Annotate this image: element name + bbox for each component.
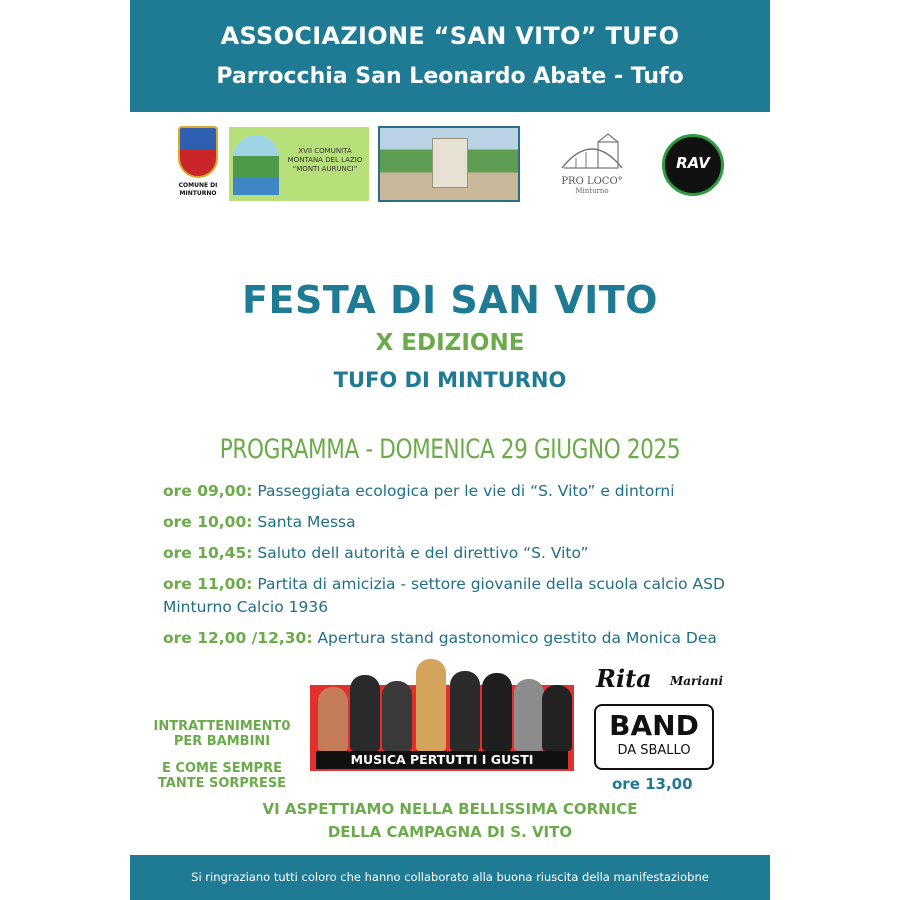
comunita-line1: XVII COMUNITÀ	[298, 147, 352, 155]
musician-figure	[318, 687, 348, 751]
schedule-time: ore 12,00 /12,30:	[163, 629, 313, 647]
footer-banner	[130, 855, 770, 900]
comune-minturno-logo	[176, 126, 220, 204]
sponsor-logos	[130, 124, 770, 208]
schedule-item	[163, 627, 733, 650]
band-box	[594, 704, 714, 770]
rita-mariani-logo	[592, 664, 722, 776]
proloco-building-icon	[554, 128, 630, 176]
schedule-list	[163, 480, 733, 658]
proloco-sub: Minturno	[575, 187, 609, 195]
rav-text: RAV	[676, 154, 710, 172]
closing-message	[130, 798, 770, 844]
flyer-page	[130, 0, 770, 900]
band-subtitle: DA SBALLO	[617, 743, 691, 758]
footer-thanks: Si ringraziano tutti coloro che hanno collaborato alla buona riuscita della manifestaziobne	[191, 870, 709, 884]
musician-figure	[416, 659, 446, 751]
schedule-item	[163, 542, 733, 565]
schedule-item	[163, 511, 733, 534]
schedule-time: ore 11,00:	[163, 575, 253, 593]
schedule-text: Santa Messa	[257, 513, 356, 531]
comune-caption-line1: COMUNE DI	[178, 182, 218, 189]
schedule-text: Apertura stand gastonomico gestito da Monica Dea	[317, 629, 717, 647]
musician-figure	[350, 675, 380, 751]
schedule-time: ore 09,00:	[163, 482, 253, 500]
proloco-name: PRO LOCO°	[561, 176, 623, 187]
kids-line2: PER BAMBINI	[173, 734, 271, 749]
musician-figure	[514, 679, 544, 751]
rav-radio-logo	[662, 134, 724, 196]
comunita-line2: MONTANA DEL LAZIO	[287, 156, 363, 164]
kids-entertainment	[142, 719, 302, 791]
program-heading: PROGRAMMA - DOMENICA 29 GIUGNO 2025	[219, 434, 681, 465]
musician-figure	[382, 681, 412, 751]
music-label: MUSICA PERTUTTI I GUSTI	[316, 751, 568, 769]
musician-figure	[450, 671, 480, 751]
band-photo	[310, 655, 574, 771]
shrine-photo	[378, 126, 520, 202]
association-title: ASSOCIAZIONE “SAN VITO” TUFO	[220, 22, 680, 50]
comune-caption	[176, 182, 220, 198]
schedule-time: ore 10,45:	[163, 544, 253, 562]
schedule-text: Saluto dell autorità e del direttivo “S. Vito”	[257, 544, 589, 562]
surprise-line2: TANTE SORPRESE	[157, 776, 287, 791]
event-title: FESTA DI SAN VITO	[242, 278, 658, 322]
band-last-name: Mariani	[670, 674, 723, 688]
comune-caption-line2: MINTURNO	[179, 190, 217, 197]
event-location: TUFO DI MINTURNO	[333, 368, 567, 392]
parish-title: Parrocchia San Leonardo Abate - Tufo	[216, 64, 684, 89]
header-banner	[130, 0, 770, 112]
musician-figure	[482, 673, 512, 751]
shrine-icon	[432, 138, 468, 188]
schedule-time: ore 10,00:	[163, 513, 253, 531]
landscape-icon	[233, 135, 279, 195]
musician-figure	[542, 685, 572, 751]
kids-line1: INTRATTENIMENT0	[153, 719, 291, 734]
schedule-item	[163, 573, 733, 619]
comunita-line3: “MONTI AURUNCI”	[292, 165, 358, 173]
event-edition: X EDIZIONE	[375, 330, 525, 356]
comunita-text	[283, 147, 367, 174]
band-time: ore 13,00	[612, 775, 693, 793]
band-first-name: Rita	[596, 664, 652, 693]
surprise-line1: E COME SEMPRE	[162, 761, 282, 776]
proloco-logo	[552, 128, 632, 206]
closing-line1: VI ASPETTIAMO NELLA BELLISSIMA CORNICE	[262, 800, 638, 818]
schedule-item	[163, 480, 733, 503]
schedule-text: Partita di amicizia - settore giovanile della scuola calcio ASD Minturno Calcio 1936	[163, 575, 725, 616]
crest-icon	[178, 126, 218, 178]
schedule-text: Passeggiata ecologica per le vie di “S. Vito” e dintorni	[257, 482, 675, 500]
band-word: BAND	[609, 709, 699, 742]
comunita-montana-logo	[229, 127, 369, 201]
closing-line2: DELLA CAMPAGNA DI S. VITO	[327, 823, 573, 841]
